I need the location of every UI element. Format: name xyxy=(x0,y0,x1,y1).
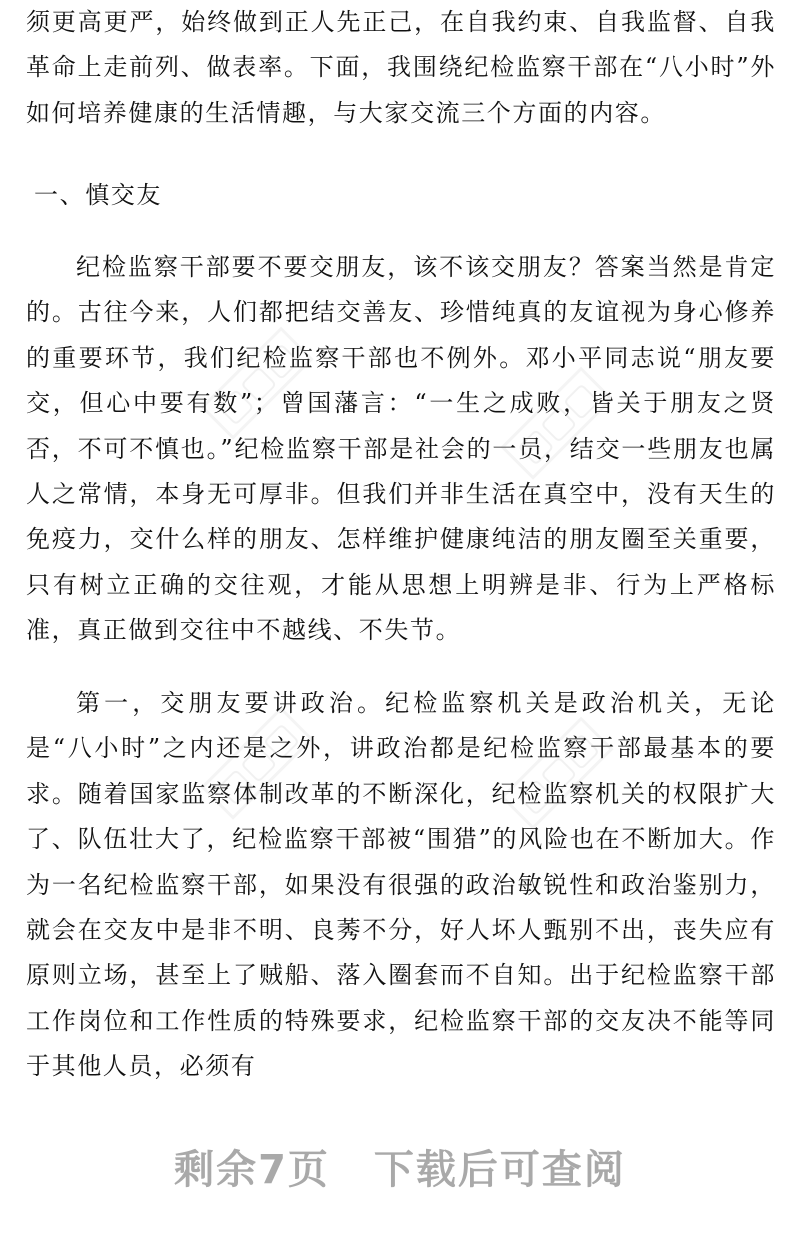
remaining-pages-label: 剩余7页 xyxy=(174,1147,330,1193)
download-prompt-banner[interactable] xyxy=(0,1138,800,1195)
section-heading: 一、慎交友 xyxy=(34,181,162,209)
body-paragraph: 第一，交朋友要讲政治。纪检监察机关是政治机关，无论是“八小时”之内还是之外，讲政治都是纪检监察干部最基本的要求。随着国家监察体制改革的不断深化，纪检监察机关的权限扩大了、队伍壮大了，纪检监察干部被“围猎”的风险也在不断加大。作为一名纪检监察干部，如果没有很强的政治敏锐性和政治鉴别力，就会在交友中是非不明、良莠不分，好人坏人甄别不出，丧失应有原则立场，甚至上了贼船、落入圈套而不自知。出于纪检监察干部工作岗位和工作性质的特殊要求，纪检监察干部的交友决不能等同于其他人员，必须有 xyxy=(26,689,776,1081)
watermark-stamp: ▢▢▢ xyxy=(500,716,613,829)
watermark-stamp: ▢▢▢ xyxy=(200,706,313,819)
watermark-stamp: ▢▢▢ xyxy=(500,366,613,479)
body-paragraph: 纪检监察干部要不要交朋友，该不该交朋友？答案当然是肯定的。古往今来，人们都把结交善友、珍惜纯真的友谊视为身心修养的重要环节，我们纪检监察干部也不例外。邓小平同志说“朋友要交，但心中要有数”；曾国藩言：“一生之成败，皆关于朋友之贤否，不可不慎也。”纪检监察干部是社会的一员，结交一些朋友也属人之常情，本身无可厚非。但我们并非生活在真空中，没有天生的免疫力，交什么样的朋友、怎样维护健康纯洁的朋友圈至关重要，只有树立正确的交往观，才能从思想上明辨是非、行为上严格标准，真正做到交往中不越线、不失节。 xyxy=(26,253,776,645)
body-paragraph: 须更高更严，始终做到正人先正己，在自我约束、自我监督、自我革命上走前列、做表率。下面，我围绕纪检监察干部在“八小时”外如何培养健康的生活情趣，与大家交流三个方面的内容。 xyxy=(26,8,776,127)
download-prompt-label: 下载后可查阅 xyxy=(373,1147,626,1193)
watermark-stamp: ▢▢▢ xyxy=(200,326,313,439)
